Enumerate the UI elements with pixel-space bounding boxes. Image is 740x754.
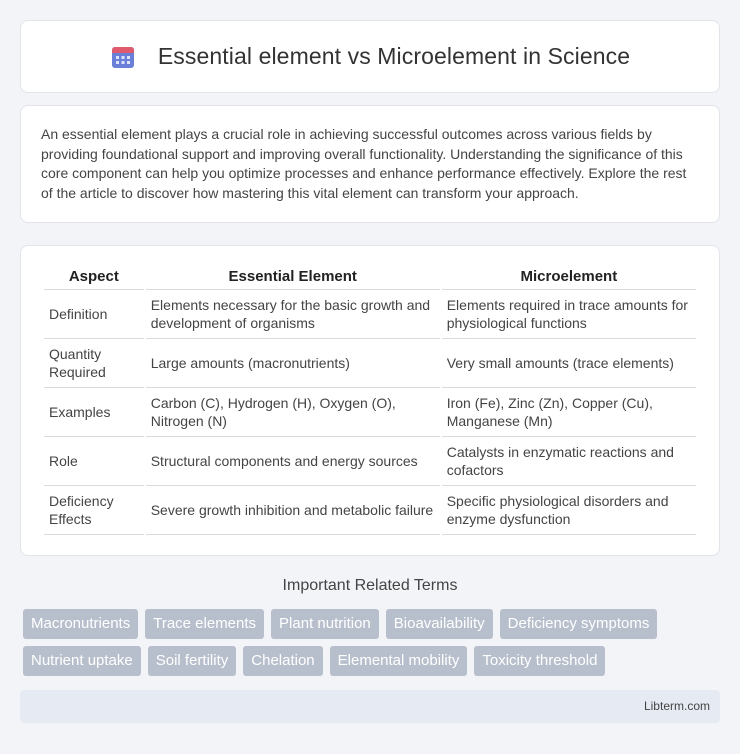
calendar-icon <box>110 44 136 70</box>
table-cell: Deficiency Effects <box>44 486 144 535</box>
table-row <box>44 339 696 388</box>
table-cell: Iron (Fe), Zinc (Zn), Copper (Cu), Manganese (Mn) <box>442 388 696 437</box>
related-terms-tags <box>23 609 723 683</box>
tag-toxicity-threshold[interactable]: Toxicity threshold <box>474 646 605 676</box>
table-cell: Severe growth inhibition and metabolic failure <box>146 486 440 535</box>
table-cell: Catalysts in enzymatic reactions and cofactors <box>442 437 696 486</box>
table-cell: Elements required in trace amounts for physiological functions <box>442 290 696 339</box>
tag-chelation[interactable]: Chelation <box>243 646 322 676</box>
tag-soil-fertility[interactable]: Soil fertility <box>148 646 237 676</box>
title-card <box>20 20 720 93</box>
tag-row <box>23 609 723 639</box>
footer-site-link[interactable]: Libterm.com <box>643 699 710 713</box>
header-microelement: Microelement <box>442 264 696 290</box>
intro-text: An essential element plays a crucial role in achieving successful outcomes across various fields by providing foundational support and improving overall functionality. Understanding the significance of this core component can help you optimize processes and enhance performance effectively. Explore the rest of the article to discover how mastering this vital element can transform your approach. <box>41 126 687 201</box>
table-cell: Examples <box>44 388 144 437</box>
table-cell: Very small amounts (trace elements) <box>442 339 696 388</box>
tag-macronutrients[interactable]: Macronutrients <box>23 609 138 639</box>
tag-elemental-mobility[interactable]: Elemental mobility <box>330 646 468 676</box>
footer <box>20 690 720 723</box>
header-aspect: Aspect <box>44 264 144 290</box>
tag-row <box>23 646 723 676</box>
tag-deficiency-symptoms[interactable]: Deficiency symptoms <box>500 609 658 639</box>
table-cell: Definition <box>44 290 144 339</box>
comparison-table-card <box>20 245 720 556</box>
table-row <box>44 486 696 535</box>
comparison-table <box>42 264 698 535</box>
table-header-row <box>44 264 696 290</box>
table-cell: Specific physiological disorders and enzyme dysfunction <box>442 486 696 535</box>
header-essential-element: Essential Element <box>146 264 440 290</box>
tag-plant-nutrition[interactable]: Plant nutrition <box>271 609 379 639</box>
table-cell: Elements necessary for the basic growth and development of organisms <box>146 290 440 339</box>
table-row <box>44 290 696 339</box>
table-cell: Large amounts (macronutrients) <box>146 339 440 388</box>
table-cell: Quantity Required <box>44 339 144 388</box>
tag-bioavailability[interactable]: Bioavailability <box>386 609 493 639</box>
tag-nutrient-uptake[interactable]: Nutrient uptake <box>23 646 141 676</box>
table-row <box>44 388 696 437</box>
table-cell: Role <box>44 437 144 486</box>
table-cell: Carbon (C), Hydrogen (H), Oxygen (O), Nitrogen (N) <box>146 388 440 437</box>
tag-trace-elements[interactable]: Trace elements <box>145 609 264 639</box>
intro-card <box>20 105 720 223</box>
related-terms-title: Important Related Terms <box>282 577 458 594</box>
table-row <box>44 437 696 486</box>
page-title: Essential element vs Microelement in Science <box>157 43 631 69</box>
table-cell: Structural components and energy sources <box>146 437 440 486</box>
